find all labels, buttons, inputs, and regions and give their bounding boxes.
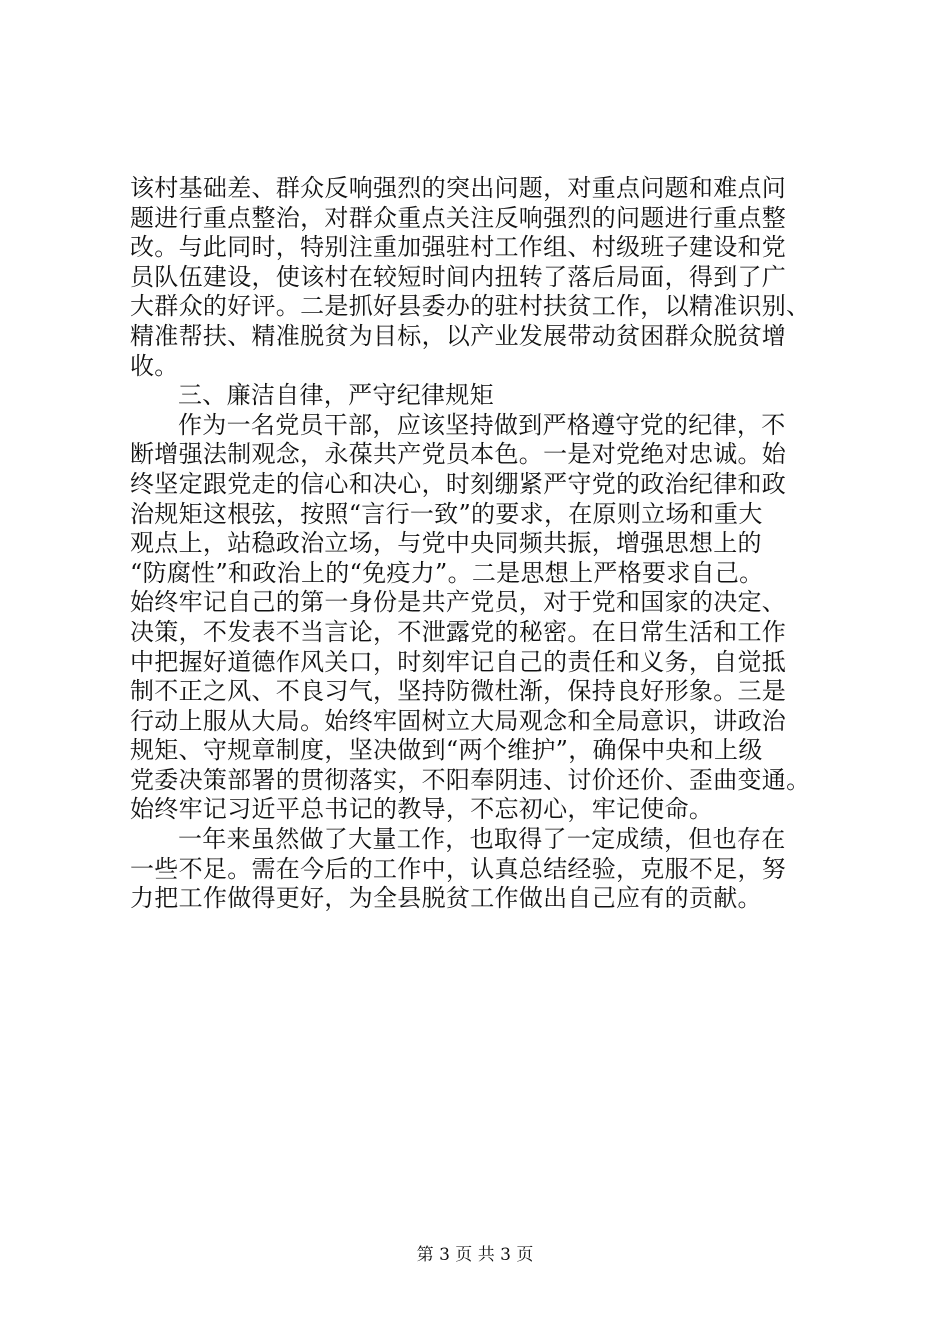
text-line: 中把握好道德作风关口，时刻牢记自己的责任和义务，自觉抵: [130, 647, 787, 676]
text-line: 党委决策部署的贯彻落实，不阳奉阴违、讨价还价、歪曲变通。: [130, 765, 811, 794]
text-line: 一年来虽然做了大量工作，也取得了一定成绩，但也存在: [178, 825, 786, 854]
text-line: 决策，不发表不当言论，不泄露党的秘密。在日常生活和工作: [130, 617, 787, 646]
text-line: 该村基础差、群众反响强烈的突出问题，对重点问题和难点问: [130, 174, 787, 202]
text-line: “防腐性”和政治上的“免疫力”。二是思想上严格要求自己。: [130, 558, 764, 587]
text-line: 改。与此同时，特别注重加强驻村工作组、村级班子建设和党: [130, 233, 787, 262]
text-line: 作为一名党员干部，应该坚持做到严格遵守党的纪律，不: [178, 410, 786, 439]
text-line: 观点上，站稳政治立场，与党中央同频共振，增强思想上的: [130, 529, 762, 558]
text-line: 员队伍建设，使该村在较短时间内扭转了落后局面，得到了广: [130, 262, 787, 291]
text-line: 终坚定跟党走的信心和决心，时刻绷紧严守党的政治纪律和政: [130, 469, 787, 498]
page-number-footer: 第 3 页 共 3 页: [416, 1245, 534, 1265]
text-line: 规矩、守规章制度，坚决做到“两个维护”，确保中央和上级: [130, 736, 763, 765]
text-line: 题进行重点整治，对群众重点关注反响强烈的问题进行重点整: [130, 203, 787, 232]
text-line: 断增强法制观念，永葆共产党员本色。一是对党绝对忠诚。始: [130, 440, 787, 469]
text-line: 行动上服从大局。始终牢固树立大局观念和全局意识，讲政治: [130, 706, 787, 735]
text-line: 始终牢记习近平总书记的教导，不忘初心，牢记使命。: [130, 795, 714, 824]
text-line: 始终牢记自己的第一身份是共产党员，对于党和国家的决定、: [130, 588, 787, 617]
text-line: 治规矩这根弦，按照“言行一致”的要求，在原则立场和重大: [130, 499, 763, 528]
text-line: 制不正之风、不良习气，坚持防微杜渐，保持良好形象。三是: [130, 677, 787, 706]
text-line: 收。: [130, 351, 179, 380]
text-line: 一些不足。需在今后的工作中，认真总结经验，克服不足，努: [130, 854, 787, 883]
document-body: [130, 174, 856, 914]
section-heading: 三、廉洁自律，严守纪律规矩: [178, 381, 494, 410]
text-line: 精准帮扶、精准脱贫为目标，以产业发展带动贫困群众脱贫增: [130, 321, 787, 350]
text-line: 力把工作做得更好，为全县脱贫工作做出自己应有的贡献。: [130, 884, 762, 913]
text-line: 大群众的好评。二是抓好县委办的驻村扶贫工作，以精准识别、: [130, 292, 811, 321]
